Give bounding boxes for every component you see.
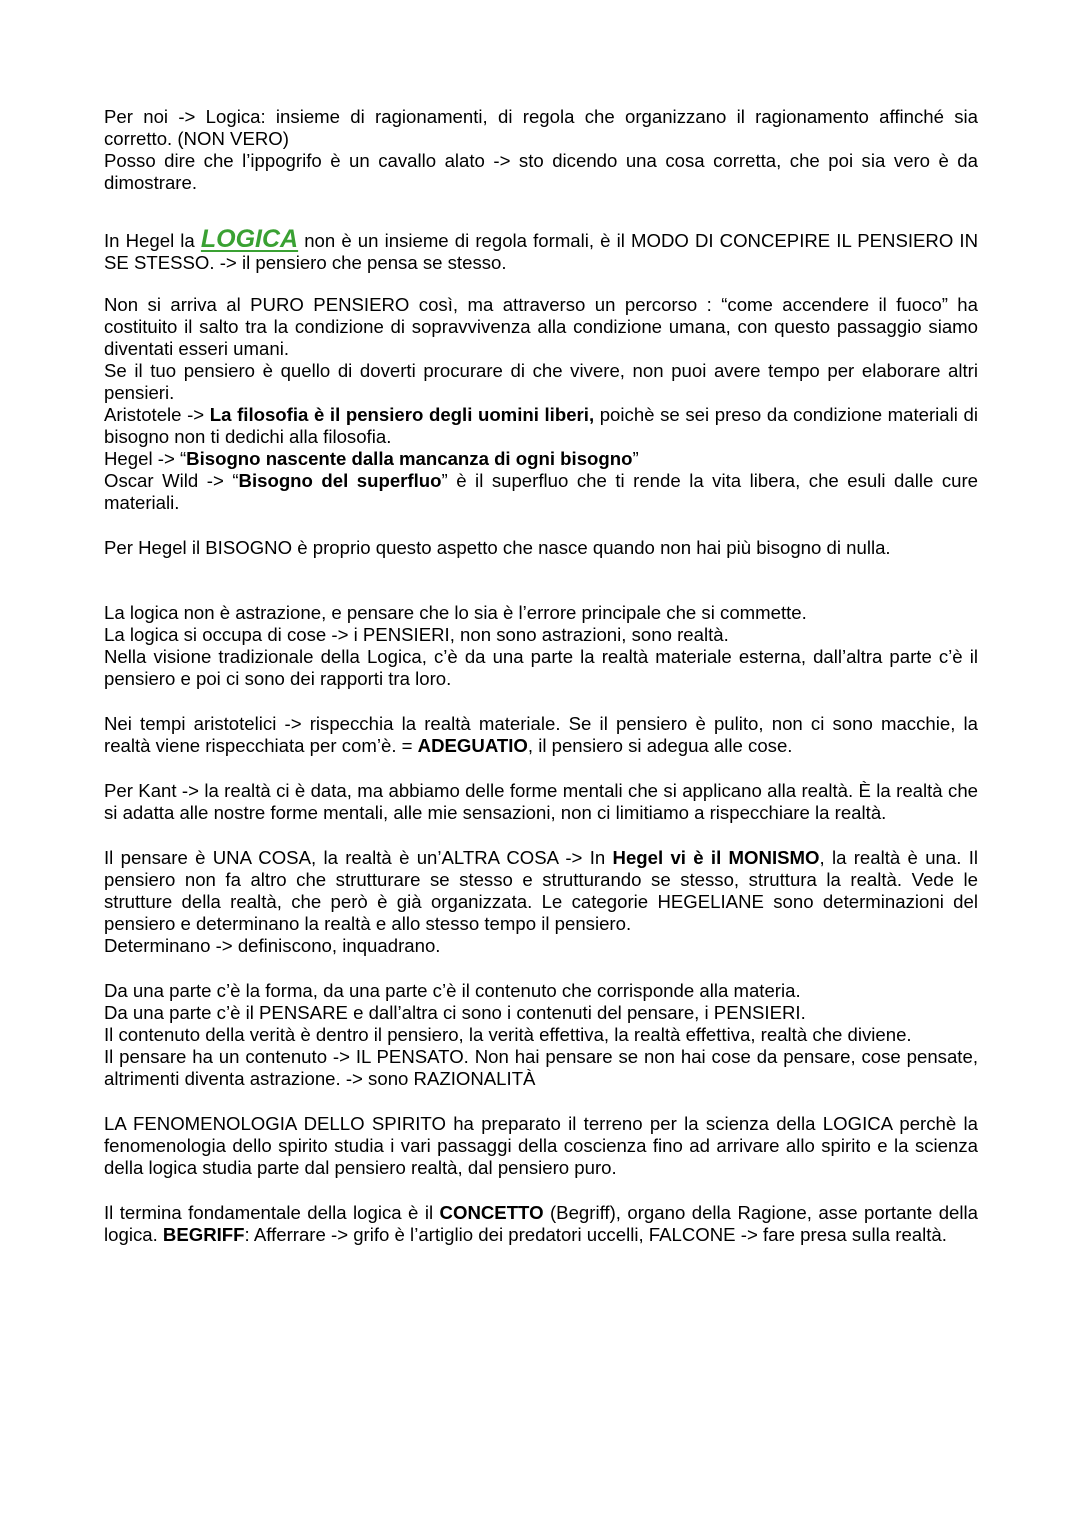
- text-line: Posso dire che l’ippogrifo è un cavallo alato -> sto dicendo una cosa corretta, che poi sia vero è da dimostrare.: [104, 150, 978, 193]
- text-span: ”: [632, 448, 639, 469]
- text-span: (Begriff), organo della Ragione, asse portante della logica.: [104, 1202, 978, 1245]
- bold-span: La filosofia è il pensiero degli uomini liberi,: [209, 404, 595, 425]
- text-span: : Afferrare -> grifo è l’artiglio dei predatori uccelli, FALCONE -> fare presa sulla realtà.: [244, 1224, 947, 1245]
- paragraph-aristotelici: [104, 713, 978, 757]
- paragraph-logic-definition: [104, 106, 978, 194]
- bold-span: Bisogno nascente dalla mancanza di ogni bisogno: [186, 448, 633, 469]
- bold-span: BEGRIFF: [162, 1224, 245, 1245]
- paragraph-puro-pensiero: [104, 294, 978, 514]
- text-span: , il pensiero si adegua alle cose.: [527, 735, 793, 756]
- bold-span: Bisogno del superfluo: [238, 470, 442, 491]
- text-span: Oscar Wild -> “: [104, 470, 239, 491]
- text-span: ” è il superfluo che ti rende la vita libera, che esuli dalle cure materiali.: [104, 470, 979, 513]
- text-span: In Hegel la: [104, 230, 201, 251]
- bold-span: ADEGUATIO: [417, 735, 528, 756]
- text-line: Il contenuto della verità è dentro il pensiero, la verità effettiva, la realtà effettiva, realtà che diviene.: [104, 1024, 912, 1045]
- text-span: non è un insieme di regola formali, è il MODO DI CONCEPIRE IL PENSIERO IN SE STESSO. -> il pensiero che pensa se stesso.: [104, 230, 979, 273]
- paragraph-hegel-logica: [104, 225, 979, 274]
- text-line: [104, 404, 978, 448]
- paragraph-concetto: [104, 1202, 978, 1246]
- text-line: Se il tuo pensiero è quello di doverti procurare di che vivere, non puoi avere tempo per elaborare altri pensieri.: [104, 360, 978, 403]
- text-line: Il pensare ha un contenuto -> IL PENSATO. Non hai pensare se non hai cose da pensare, cose pensate, altrimenti diventa astrazione. -> sono RAZIONALITÀ: [104, 1046, 978, 1089]
- paragraph-kant: Per Kant -> la realtà ci è data, ma abbiamo delle forme mentali che si applicano alla realtà. È la realtà che si adatta alle nostre forme mentali, alle mie sensazioni, non ci limitiamo a rispecchiare la realtà.: [104, 780, 978, 823]
- document-page: [104, 106, 978, 1246]
- text-line: Non si arriva al PURO PENSIERO così, ma attraverso un percorso : “come accendere il fuoco” ha costituito il salto tra la condizione di sopravvivenza alla condizione umana, con questo passaggio siamo diventati esseri umani.: [104, 294, 978, 359]
- text-span: poichè se sei preso da condizione materiali di bisogno non ti dedichi alla filosofia.: [104, 404, 978, 447]
- paragraph-bisogno: Per Hegel il BISOGNO è proprio questo aspetto che nasce quando non hai più bisogno di nulla.: [104, 537, 891, 558]
- text-span: Aristotele ->: [104, 404, 210, 425]
- text-line: Da una parte c’è la forma, da una parte c’è il contenuto che corrisponde alla materia.: [104, 980, 801, 1001]
- text-line: La logica si occupa di cose -> i PENSIERI, non sono astrazioni, sono realtà.: [104, 624, 729, 645]
- text-span: , la realtà è una. Il pensiero non fa altro che strutturare se stesso e strutturando se stesso, struttura la realtà. Vede le strutture della realtà, che però è già organizzata. Le categorie HEGELIANE sono determinazioni del pensiero e determinano la realtà e allo stesso tempo il pensiero.: [104, 847, 978, 934]
- logica-highlight: LOGICA: [200, 225, 299, 253]
- text-line: [104, 448, 978, 470]
- text-line: Per noi -> Logica: insieme di ragionamenti, di regola che organizzano il ragionamento affinché sia corretto. (NON VERO): [104, 106, 978, 149]
- text-span: Nei tempi aristotelici -> rispecchia la realtà materiale. Se il pensiero è pulito, non ci sono macchie, la realtà viene rispecchiata per com’è. =: [104, 713, 978, 756]
- paragraph-monismo: [104, 847, 978, 957]
- paragraph-fenomenologia: LA FENOMENOLOGIA DELLO SPIRITO ha preparato il terreno per la scienza della LOGICA perchè la fenomenologia dello spirito studia i vari passaggi della coscienza fino ad arrivare allo spirito e la scienza della logica studia parte dal pensiero realtà, dal pensiero puro.: [104, 1113, 978, 1178]
- text-line: Da una parte c’è il PENSARE e dall’altra ci sono i contenuti del pensare, i PENSIERI.: [104, 1002, 806, 1023]
- bold-span: CONCETTO: [439, 1202, 544, 1223]
- text-span: Hegel -> “: [104, 448, 187, 469]
- paragraph-forma-contenuto: [104, 980, 978, 1090]
- text-line: Nella visione tradizionale della Logica, c’è da una parte la realtà materiale esterna, dall’altra parte c’è il pensiero e poi ci sono dei rapporti tra loro.: [104, 646, 978, 689]
- paragraph-logica-non-astrazione: [104, 602, 978, 690]
- text-line: La logica non è astrazione, e pensare che lo sia è l’errore principale che si commette.: [104, 602, 807, 623]
- bold-span: Hegel vi è il MONISMO: [612, 847, 820, 868]
- text-span: Il termina fondamentale della logica è il: [104, 1202, 440, 1223]
- text-line: [104, 847, 978, 935]
- text-line: [104, 470, 978, 514]
- text-span: Il pensare è UNA COSA, la realtà è un’ALTRA COSA -> In: [104, 847, 613, 868]
- text-line: Determinano -> definiscono, inquadrano.: [104, 935, 441, 956]
